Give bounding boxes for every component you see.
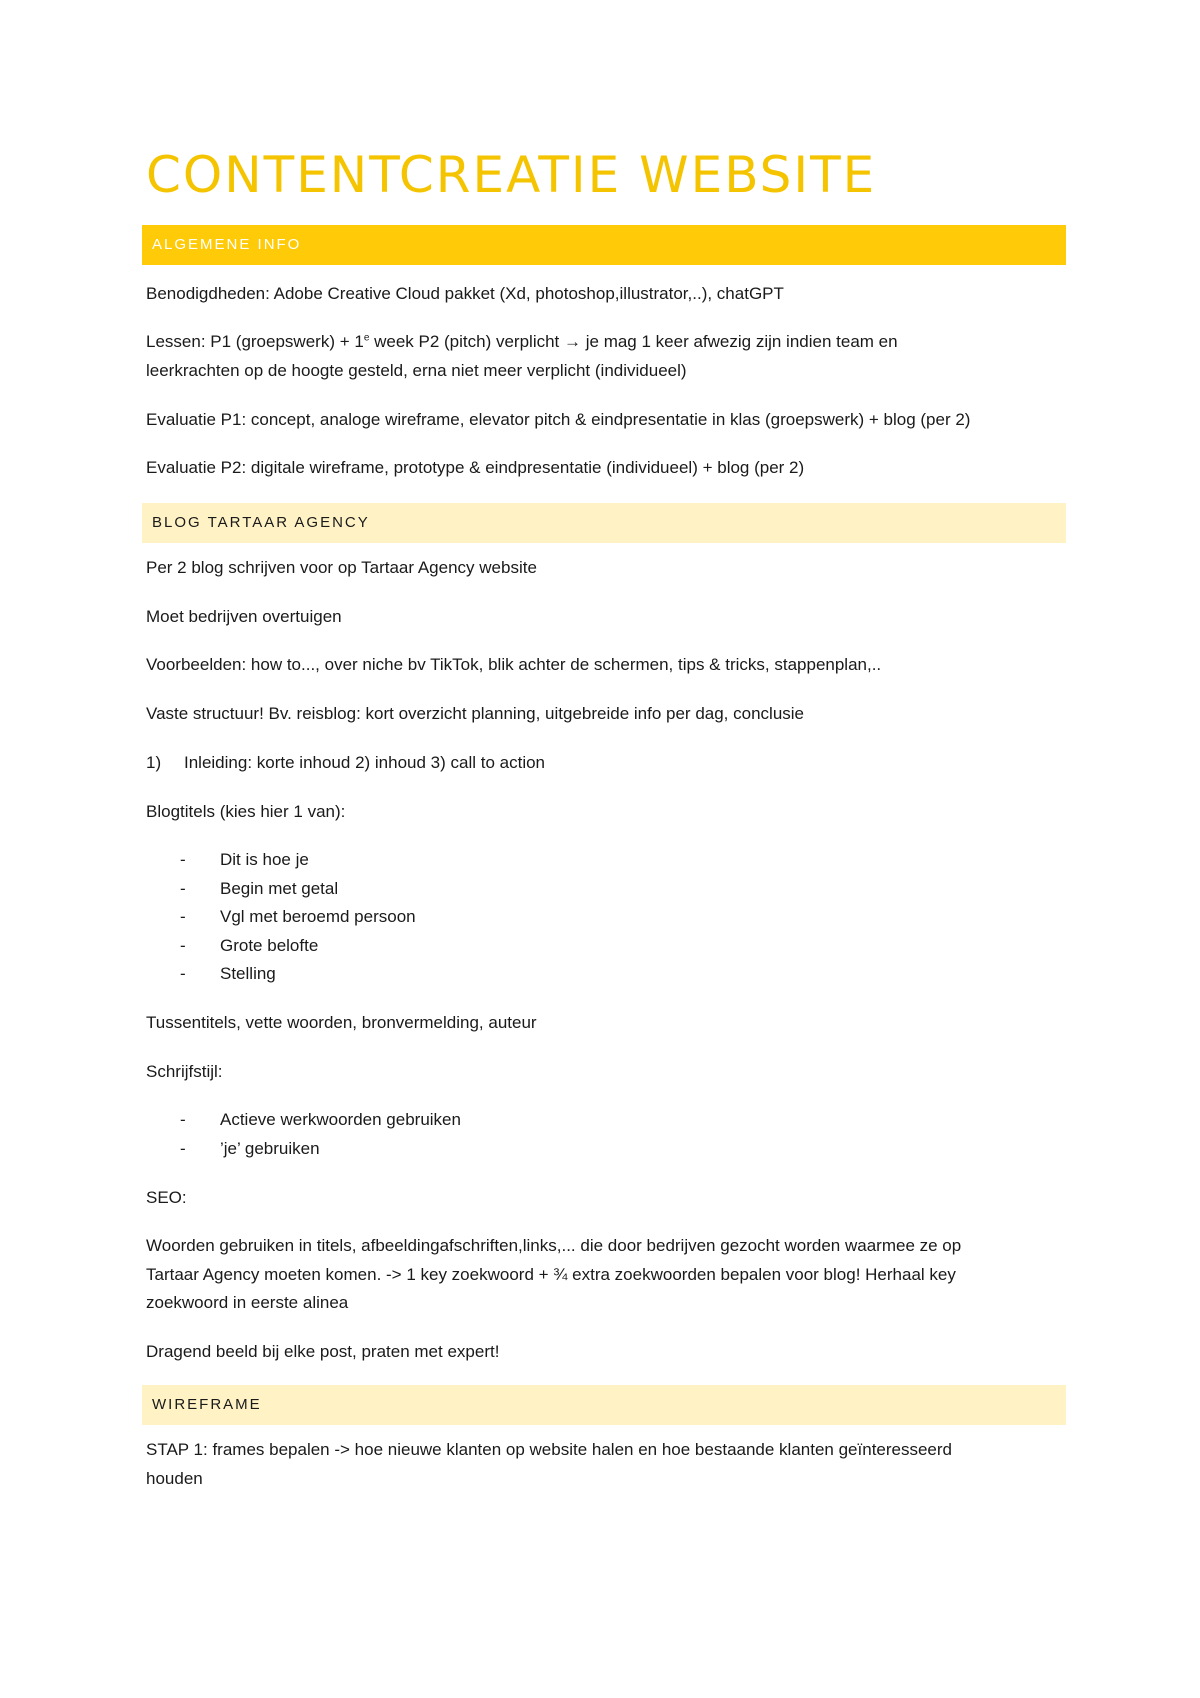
seo-label: SEO: [146, 1188, 187, 1207]
bullet-dash: - [180, 907, 186, 926]
bullet-dash: - [180, 936, 186, 955]
stap1-text-line2: houden [146, 1469, 203, 1488]
lessen-superscript: e [363, 332, 370, 344]
list-item-text: Dit is hoe je [220, 850, 309, 869]
tussentitels-text: Tussentitels, vette woorden, bronvermelding, auteur [146, 1013, 537, 1032]
blog-line-3: Voorbeelden: how to..., over niche bv TikTok, blik achter de schermen, tips & tricks, stappenplan,.. [146, 655, 882, 674]
section-heading-wireframe: WIREFRAME [142, 1385, 1066, 1425]
bullet-dash: - [180, 850, 186, 869]
dragend-beeld-text: Dragend beeld bij elke post, praten met expert! [146, 1342, 500, 1361]
blog-line-1: Per 2 blog schrijven voor op Tartaar Agency website [146, 558, 537, 577]
schrijfstijl-label: Schrijfstijl: [146, 1062, 223, 1081]
evaluatie-p2-text: Evaluatie P2: digitale wireframe, prototype & eindpresentatie (individueel) + blog (per 2) [146, 458, 805, 477]
list-item-text: Stelling [220, 964, 276, 983]
seo-text-line1: Woorden gebruiken in titels, afbeeldingafschriften,links,... die door bedrijven gezocht worden waarmee ze op [146, 1236, 962, 1255]
benodigdheden-text: Benodigdheden: Adobe Creative Cloud pakket (Xd, photoshop,illustrator,..), chatGPT [146, 284, 784, 303]
list-item-text: ’je’ gebruiken [220, 1139, 320, 1158]
lessen-text-line1 [146, 327, 1066, 356]
section-heading-blog: BLOG TARTAAR AGENCY [142, 503, 1066, 543]
evaluatie-p1-text: Evaluatie P1: concept, analoge wireframe, elevator pitch & eindpresentatie in klas (groepswerk) + blog (per 2) [146, 410, 971, 429]
blogtitels-label: Blogtitels (kies hier 1 van): [146, 802, 346, 821]
bullet-dash: - [180, 1139, 186, 1158]
blog-line-4: Vaste structuur! Bv. reisblog: kort overzicht planning, uitgebreide info per dag, conclusie [146, 704, 805, 723]
numbered-list-item [146, 748, 1066, 777]
stap1-text-line1: STAP 1: frames bepalen -> hoe nieuwe klanten op website halen en hoe bestaande klanten geïnteresseerd [146, 1440, 953, 1459]
section-heading-algemene-info: ALGEMENE INFO [142, 225, 1066, 265]
list-item-text: Vgl met beroemd persoon [220, 907, 416, 926]
bullet-dash: - [180, 879, 186, 898]
lessen-text-line2: leerkrachten op de hoogte gesteld, erna niet meer verplicht (individueel) [146, 361, 687, 380]
list-item-text: Grote belofte [220, 936, 319, 955]
bullet-dash: - [180, 964, 186, 983]
document-title: CONTENTCREATIE WEBSITE [146, 146, 877, 204]
seo-text-line3: zoekwoord in eerste alinea [146, 1293, 349, 1312]
blog-line-2: Moet bedrijven overtuigen [146, 607, 342, 626]
list-item-text: Begin met getal [220, 879, 339, 898]
lessen-part: Lessen: P1 (groepswerk) + 1 [146, 332, 364, 351]
bullet-dash: - [180, 1110, 186, 1129]
lessen-part: week P2 (pitch) verplicht [369, 332, 565, 351]
arrow-right-icon: → [564, 332, 582, 351]
seo-text-line2: Tartaar Agency moeten komen. -> 1 key zoekwoord + ¾ extra zoekwoorden bepalen voor blog! Herhaal key [146, 1265, 956, 1284]
list-number: 1) [146, 753, 162, 772]
list-item-text: Actieve werkwoorden gebruiken [220, 1110, 461, 1129]
list-item-text: Inleiding: korte inhoud 2) inhoud 3) call to action [184, 753, 546, 772]
lessen-part: je mag 1 keer afwezig zijn indien team en [581, 332, 898, 351]
